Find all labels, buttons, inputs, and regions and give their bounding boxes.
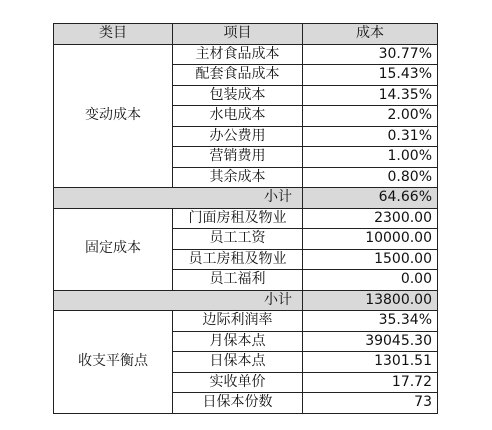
- row-item: 配套食品成本: [173, 65, 303, 86]
- row-value: 17.72: [303, 372, 438, 393]
- header-item: 项目: [173, 24, 303, 45]
- row-item: 员工福利: [173, 270, 303, 291]
- header-cost: 成本: [303, 24, 438, 45]
- subtotal-label: 小计: [54, 188, 303, 209]
- row-value: 2300.00: [303, 208, 438, 229]
- row-value: 35.34%: [303, 311, 438, 332]
- row-value: 30.77%: [303, 44, 438, 65]
- section-label-variable: 变动成本: [54, 44, 173, 188]
- row-item: 员工工资: [173, 229, 303, 250]
- row-value: 14.35%: [303, 85, 438, 106]
- row-value: 2.00%: [303, 106, 438, 127]
- subtotal-value: 64.66%: [303, 188, 438, 209]
- row-item: 水电成本: [173, 106, 303, 127]
- cost-table: [53, 23, 438, 414]
- header-category: 类目: [54, 24, 173, 45]
- row-item: 门面房租及物业: [173, 208, 303, 229]
- row-value: 10000.00: [303, 229, 438, 250]
- table-row: [54, 44, 438, 65]
- row-value: 1301.51: [303, 352, 438, 373]
- row-value: 39045.30: [303, 331, 438, 352]
- row-item: 营销费用: [173, 147, 303, 168]
- row-item: 月保本点: [173, 331, 303, 352]
- row-item: 其余成本: [173, 167, 303, 188]
- row-item: 实收单价: [173, 372, 303, 393]
- subtotal-value: 13800.00: [303, 290, 438, 311]
- header-row: [54, 24, 438, 45]
- subtotal-label: 小计: [54, 290, 303, 311]
- row-item: 边际利润率: [173, 311, 303, 332]
- row-item: 日保本点: [173, 352, 303, 373]
- row-value: 73: [303, 393, 438, 414]
- row-item: 日保本份数: [173, 393, 303, 414]
- row-value: 0.31%: [303, 126, 438, 147]
- subtotal-row-fixed: [54, 290, 438, 311]
- row-item: 员工房租及物业: [173, 249, 303, 270]
- table-row: [54, 311, 438, 332]
- subtotal-row-variable: [54, 188, 438, 209]
- section-label-breakeven: 收支平衡点: [54, 311, 173, 414]
- row-value: 0.00: [303, 270, 438, 291]
- row-item: 包装成本: [173, 85, 303, 106]
- row-value: 0.80%: [303, 167, 438, 188]
- row-item: 办公费用: [173, 126, 303, 147]
- row-item: 主材食品成本: [173, 44, 303, 65]
- row-value: 15.43%: [303, 65, 438, 86]
- row-value: 1.00%: [303, 147, 438, 168]
- section-label-fixed: 固定成本: [54, 208, 173, 290]
- table-row: [54, 208, 438, 229]
- row-value: 1500.00: [303, 249, 438, 270]
